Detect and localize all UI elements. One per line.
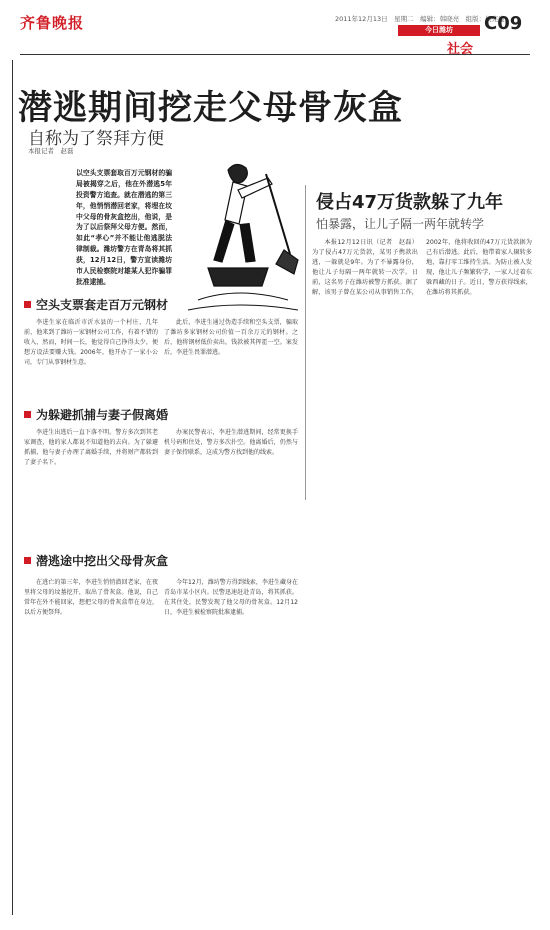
article2-subheadline: 怕暴露，让儿子隔一两年就转学 [316,217,485,231]
main-subheadline: 自称为了祭拜方便 [28,129,164,149]
lead-paragraph: 以空头支票套取百万元钢材的骗局被揭穿之后，他在外潜逃5年投资警方追查。就在潜逃的第三年，他悄悄潜回老家，将埋在坟中父母的骨灰盒挖出，他说，是为了以后祭拜父母方便。然而，如此“孝心”并不能让他逃脱法律制裁。潍坊警方在青岛将其抓获，12月12日，警方宣读潍坊市人民检察院对雄某人犯诈骗罪批准逮捕。 [76,169,172,286]
section3-column-a [24,578,158,618]
section2-column-a [24,428,158,468]
section2-paragraph-a: 李进生出逃后一直下落不明。警方多次到其老家调查，他的家人都说不知道他的去向。为了躲避抓捕，他与妻子办理了离婚手续，并将财产都转到了妻子名下。 [24,429,158,467]
byline: 本报记者 赵磊 [28,147,74,155]
section-heading-2: 为躲避抓捕与妻子假离婚 [24,406,168,423]
section3-paragraph-b: 今年12月，潍坊警方得到线索，李进生藏身在青岛市某小区内。民警迅速赶赴青岛，将其抓获。在其住处，民警发现了他父母的骨灰盒。12月12日，李进生被检察院批准逮捕。 [164,579,298,617]
newspaper-logo: 齐鲁晚报 [20,14,85,32]
section-heading-1: 空头支票套走百万元钢材 [24,296,168,313]
main-headline: 潜逃期间挖走父母骨灰盒 [18,88,403,128]
column-label: 今日潍坊 [398,25,480,36]
section3-paragraph-a: 在逃亡的第三年，李进生悄悄潜回老家，在夜里将父母的坟墓挖开，取出了骨灰盒。他说，自己常年在外不能回家，想把父母的骨灰盒带在身边，以后方便祭拜。 [24,579,158,617]
section1-column-b [164,318,298,358]
column-divider [305,185,306,500]
section1-paragraph-b: 此后，李进生通过伪造手续和空头支票，骗取了潍坊多家钢材公司价值一百余万元的钢材。之后，他将钢材低价卖出，钱款被其挥霍一空。案发后，李进生畏罪潜逃。 [164,319,298,357]
section1-column-a [24,318,158,368]
article2-body [312,238,532,298]
article2-paragraph: 本报12月12日讯（记者 赵磊）为了侵占47万元货款，某男子携款出逃，一躲就是9年。为了不暴露身份，他让儿子每隔一两年就转一次学。日前，这名男子在潍坊被警方抓获。据了解，该男子曾在某公司从事销售工作，2002年，他将收回的47万元货款据为己有后潜逃。此后，他带着家人辗转多地，靠打零工维持生活。为防止被人发现，他让儿子频繁转学，一家人过着东躲西藏的日子。近日，警方获得线索，在潍坊将其抓获。 [312,239,532,297]
section3-column-b [164,578,298,618]
header-rule [20,54,530,55]
section1-paragraph-a: 李进生家在临沂市沂水县的一个村庄，几年前，他来到了潍坊一家钢材公司工作，有着不错的收入，然而，时间一长，他觉得自己挣得太少，便想方设法要赚大钱。2006年，他开办了一家小公司，专门从事钢材生意。 [24,319,158,367]
section2-paragraph-b: 办案民警表示，李进生潜逃期间，经常更换手机号码和住处，警方多次扑空。他离婚后，仍然与妻子保持联系，这成为警方找到他的线索。 [164,429,298,457]
section-name: 社会 [447,42,474,57]
article2-headline: 侵占47万货款躲了九年 [316,192,504,213]
digging-man-illustration [178,150,303,315]
issue-date: 2011年12月13日 星期二 编辑：韩晓亮 组版：侯宪建 [335,15,505,23]
section-heading-3: 潜逃途中挖出父母骨灰盒 [24,552,168,569]
page-number: C09 [484,13,523,34]
section2-column-b [164,428,298,458]
frame-rule [12,60,13,915]
